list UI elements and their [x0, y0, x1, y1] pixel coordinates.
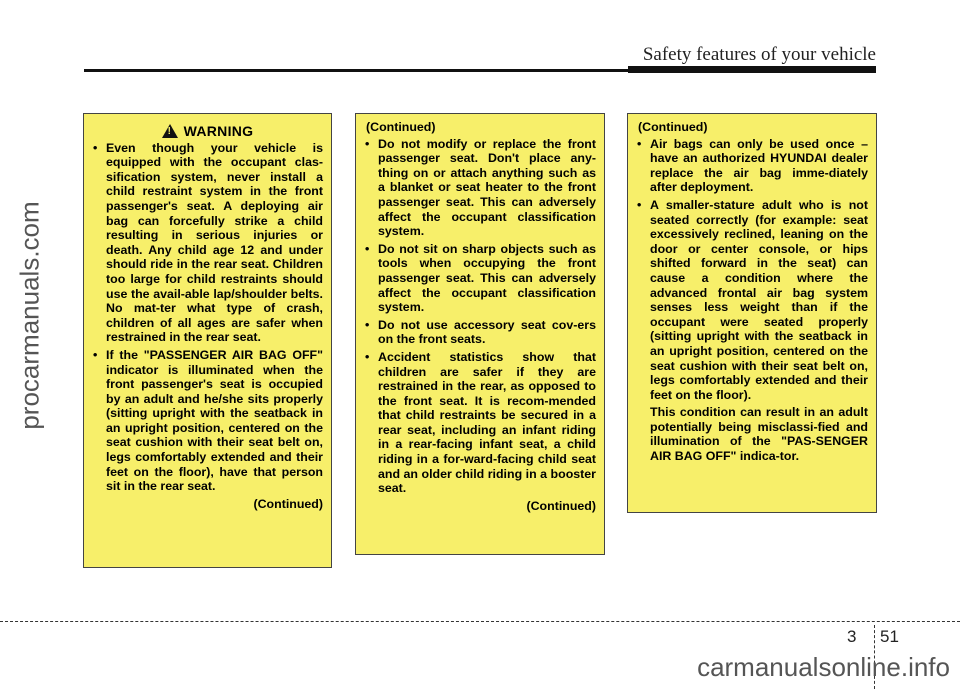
page-header-title: Safety features of your vehicle	[642, 44, 876, 65]
list-item: • Even though your vehicle is equipped with the occupant clas-sification system, never install a child restraint system in the front passenger's seat. A deploying air bag can forcefully strike a child resulting in serious injuries or death. Any child age 12 and under should ride in the rear seat. Children too large for child restraints should use the avail-able lap/shoulder belts. No mat-ter what type of crash, children of all ages are safer when restrained in the rear seat.	[93, 140, 323, 345]
warning-heading-text: WARNING	[183, 123, 254, 139]
list-item: • Do not modify or replace the front passenger seat. Don't place any-thing on or attach anything such as a blanket or seat heater to the front passenger seat. This can adversely affect the occupant classification system.	[365, 136, 596, 239]
list-item: • Accident statistics show that children are safer if they are restrained in the rear, as opposed to the front seat. It is recom-mended that child restraints be secured in a rear seat, including an infant riding in a rear-facing infant seat, a child riding in a for-ward-facing child seat and an older child riding in a booster seat.	[365, 349, 596, 496]
page-number: 51	[880, 627, 899, 646]
footer-watermark: carmanualsonline.info	[697, 652, 950, 682]
list-item: • Do not use accessory seat cov-ers on the front seats.	[365, 317, 596, 347]
continued-label: (Continued)	[526, 498, 596, 513]
list-item: • A smaller-stature adult who is not seated correctly (for example: seat excessively reclined, leaning on the door or center console, or hips shifted forward in the seat) can cause a condition where the advanced frontal air bag system senses less weight than if the occupant were seated properly (sitting upright with the seatback in an upright position, centered on the seat cushion with their seat belt on, legs comfortably extended and their feet on the floor).	[637, 197, 868, 402]
continued-label: (Continued)	[253, 496, 323, 511]
footer-rule	[0, 621, 960, 622]
continued-top-label: (Continued)	[638, 120, 708, 134]
continued-top-label: (Continued)	[366, 120, 436, 134]
list-item: • If the "PASSENGER AIR BAG OFF" indicator is illuminated when the front passenger's seat is occupied by an adult and he/she sits properly (sitting upright with the seatback in an upright position, centered on the seat cushion with their seat belt on, legs comfortably extended and their feet on the floor), have that person sit in the rear seat.	[93, 347, 323, 494]
condition-paragraph: This condition can result in an adult potentially being misclassi-fied and illumination of the "PAS-SENGER AIR BAG OFF" indica-tor.	[650, 405, 868, 464]
warning-heading	[92, 124, 323, 139]
header-accent-bar	[628, 66, 876, 73]
continued-panel-2	[355, 113, 605, 555]
side-watermark: procarmanuals.com	[14, 201, 45, 430]
list-item: • Do not sit on sharp objects such as tools when occupying the front passenger seat. This can adversely affect the occupant classification system.	[365, 241, 596, 315]
warning-panel	[83, 113, 332, 568]
section-number: 3	[847, 627, 857, 646]
list-item: • Air bags can only be used once – have an authorized HYUNDAI dealer replace the air bag imme-diately after deployment.	[637, 136, 868, 195]
warning-triangle-icon	[162, 124, 178, 138]
continued-panel-3	[627, 113, 877, 513]
